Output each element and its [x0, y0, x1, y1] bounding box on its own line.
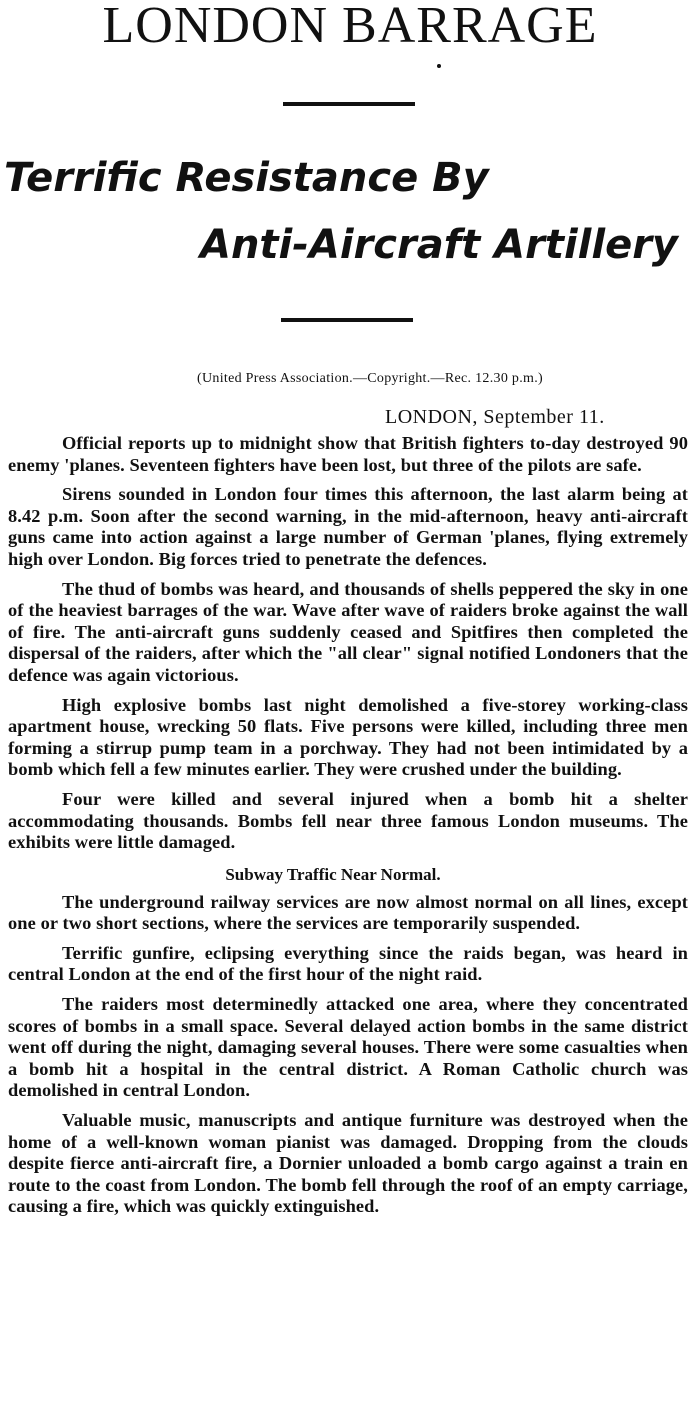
paragraph: Terrific gunfire, eclipsing everything since the raids began, was heard in central London at the end of the first hour of the night raid. — [8, 942, 688, 985]
subheadline-line-1: Terrific Resistance By — [4, 155, 489, 201]
paragraph: Four were killed and several injured when a bomb hit a shelter accommodating thousands. Bombs fell near three famous London museums. The exhibits were little damaged. — [8, 788, 688, 853]
paragraph: High explosive bombs last night demolished a five-storey working-class apartment house, wrecking 50 flats. Five persons were killed, including three men forming a stirrup pump team in a porchway. They had not been intimidated by a bomb which fell a few minutes earlier. They were crushed under the building. — [8, 694, 688, 780]
subheadline-line-2: Anti-Aircraft Artillery — [200, 222, 679, 268]
dateline: LONDON, September 11. — [385, 406, 605, 428]
paragraph: The thud of bombs was heard, and thousands of shells peppered the sky in one of the heaviest barrages of the war. Wave after wave of raiders broke against the wall of fire. The anti-aircraft guns suddenly ceased and Spitfires then completed the dispersal of the raiders, after which the "all clear" signal notified Londoners that the defence was again victorious. — [8, 578, 688, 685]
paragraph: Official reports up to midnight show that British fighters to-day destroyed 90 enemy 'planes. Seventeen fighters have been lost, but three of the pilots are safe. — [8, 433, 688, 475]
paragraph: Sirens sounded in London four times this afternoon, the last alarm being at 8.42 p.m. Soon after the second warning, in the mid-afternoon, heavy anti-aircraft guns came into action against a large number of German 'planes, flying extremely high over London. Big forces tried to penetrate the defences. — [8, 484, 688, 569]
section-heading: Subway Traffic Near Normal. — [225, 864, 441, 884]
paragraph: Valuable music, manuscripts and antique furniture was destroyed when the home of a well-known woman pianist was damaged. Dropping from the clouds despite fierce anti-aircraft fire, a Dornier unloaded a bomb cargo against a train en route to the coast from London. The bomb fell through the roof of an empty carriage, causing a fire, which was quickly extinguished. — [8, 1110, 688, 1217]
headline: LONDON BARRAGE — [102, 0, 598, 54]
headline-rule-top — [283, 102, 415, 106]
article-body — [8, 433, 688, 1218]
print-speck — [437, 64, 441, 68]
subheadline-rule — [281, 318, 413, 322]
paragraph: The underground railway services are now almost normal on all lines, except one or two short sections, where the services are temporarily suspended. — [8, 891, 688, 934]
paragraph: The raiders most determinedly attacked one area, where they concentrated scores of bombs in a small space. Several delayed action bombs in the same district went off during the night, damaging several houses. There were some casualties when a bomb hit a hospital in the central district. A Roman Catholic church was demolished in central London. — [8, 994, 688, 1101]
wire-credit: (United Press Association.—Copyright.—Rec. 12.30 p.m.) — [197, 371, 543, 386]
